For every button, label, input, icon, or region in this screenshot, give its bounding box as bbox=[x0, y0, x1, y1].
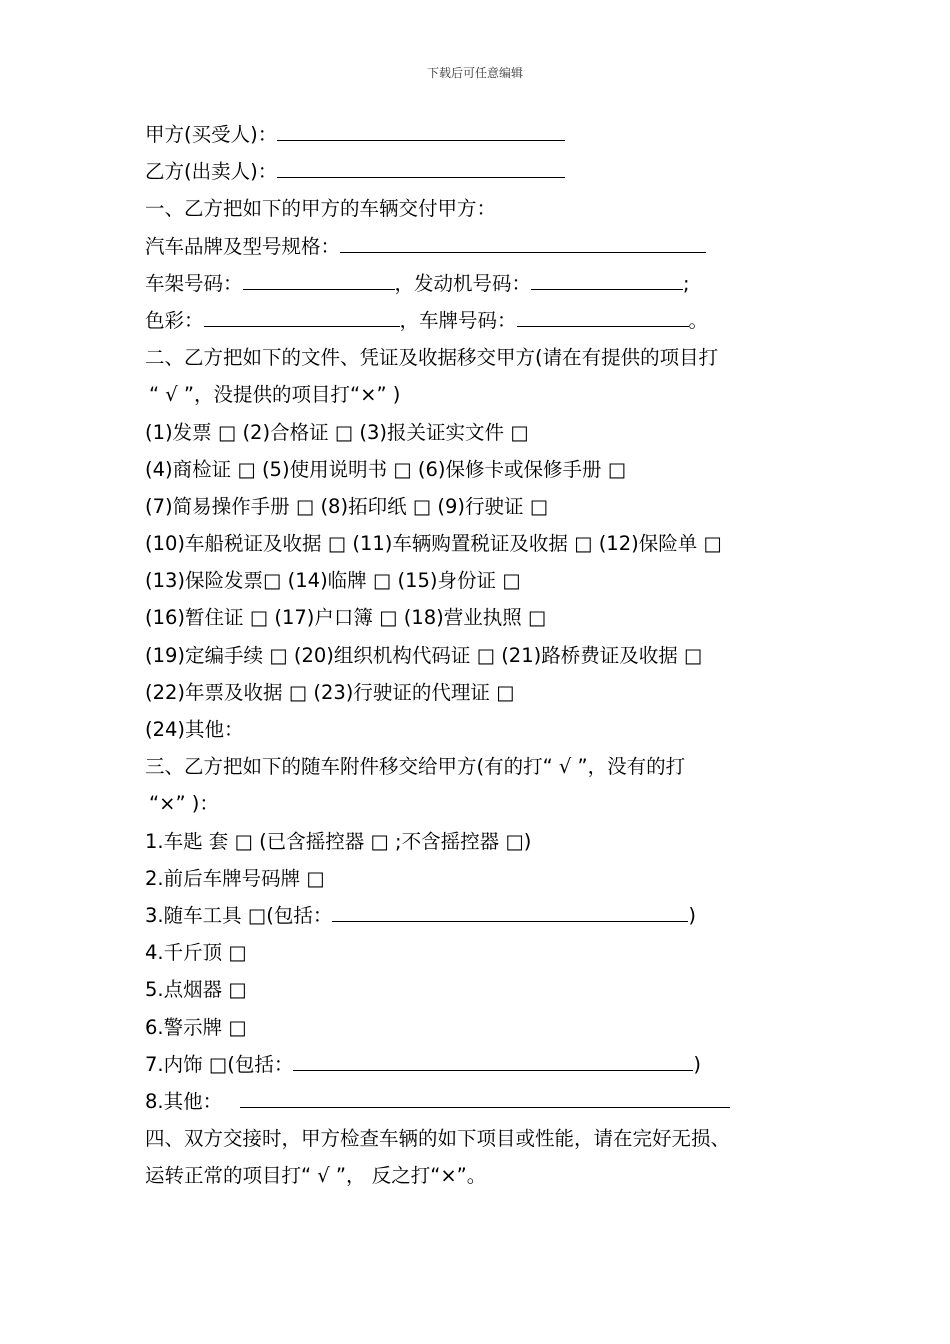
document-item-row[interactable]: (10)车船税证及收据 □ (11)车辆购置税证及收据 □ (12)保险单 □ bbox=[145, 532, 722, 556]
section3-heading-line1: 三、乙方把如下的随车附件移交给甲方(有的打“ √ ”，没有的打 bbox=[145, 755, 686, 779]
document-item-row[interactable]: (4)商检证 □ (5)使用说明书 □ (6)保修卡或保修手册 □ bbox=[145, 457, 627, 481]
party-b-line bbox=[145, 153, 835, 190]
frame-number-blank[interactable] bbox=[243, 269, 395, 290]
party-a-label: 甲方(买受人)： bbox=[145, 123, 278, 146]
interior-end: ) bbox=[693, 1052, 701, 1076]
document-item-row: (24)其他： bbox=[145, 718, 244, 741]
tools-end: ) bbox=[688, 903, 696, 927]
brand-blank[interactable] bbox=[340, 232, 706, 253]
document-item-row[interactable]: (1)发票 □ (2)合格证 □ (3)报关证实文件 □ bbox=[145, 420, 529, 444]
accessory-item-plates[interactable]: 2.前后车牌号码牌 □ bbox=[145, 866, 325, 890]
party-a-blank[interactable] bbox=[277, 120, 565, 141]
interior-label[interactable]: 7.内饰 □(包括： bbox=[145, 1052, 294, 1076]
accessory-item-interior bbox=[145, 1046, 835, 1083]
document-item-row[interactable]: (13)保险发票□ (14)临牌 □ (15)身份证 □ bbox=[145, 569, 521, 593]
frame-engine-line bbox=[145, 265, 835, 302]
party-b-label: 乙方(出卖人)： bbox=[145, 160, 278, 184]
party-a-line bbox=[145, 116, 835, 153]
brand-line bbox=[145, 228, 835, 265]
other-label: 8.其他： bbox=[145, 1089, 223, 1113]
accessory-item-warning-sign[interactable]: 6.警示牌 □ bbox=[145, 1015, 247, 1039]
accessory-item-other bbox=[145, 1083, 835, 1120]
accessory-item-lighter[interactable]: 5.点烟器 □ bbox=[145, 978, 247, 1002]
document-item-row[interactable]: (22)年票及收据 □ (23)行驶证的代理证 □ bbox=[145, 680, 515, 704]
accessory-item-tools bbox=[145, 897, 835, 934]
section2-heading-line1: 二、乙方把如下的文件、凭证及收据移交甲方(请在有提供的项目打 bbox=[145, 346, 719, 370]
color-label: 色彩： bbox=[145, 308, 204, 332]
accessory-item-keys[interactable]: 1.车匙 套 □ (已含摇控器 □ ;不含摇控器 □) bbox=[145, 829, 532, 853]
brand-label: 汽车品牌及型号规格： bbox=[145, 234, 341, 258]
color-blank[interactable] bbox=[204, 306, 400, 327]
engine-number-blank[interactable] bbox=[531, 269, 683, 290]
frame-label: 车架号码： bbox=[145, 271, 243, 295]
section4-line1: 四、双方交接时，甲方检查车辆的如下项目或性能，请在完好无损、 bbox=[145, 1127, 731, 1151]
engine-label: ，发动机号码： bbox=[394, 271, 532, 295]
accessory-item-jack[interactable]: 4.千斤顶 □ bbox=[145, 941, 247, 965]
engine-end: ; bbox=[683, 271, 690, 295]
plate-end: 。 bbox=[688, 308, 709, 332]
document-item-row[interactable]: (16)暂住证 □ (17)户口簿 □ (18)营业执照 □ bbox=[145, 606, 547, 630]
plate-number-blank[interactable] bbox=[517, 306, 689, 327]
document-item-row[interactable]: (7)简易操作手册 □ (8)拓印纸 □ (9)行驶证 □ bbox=[145, 494, 549, 518]
contract-body bbox=[145, 116, 835, 1194]
section3-heading-line2: “×” )： bbox=[149, 792, 219, 816]
tools-label[interactable]: 3.随车工具 □(包括： bbox=[145, 903, 333, 927]
interior-blank[interactable] bbox=[293, 1050, 693, 1071]
section1-heading: 一、乙方把如下的甲方的车辆交付甲方： bbox=[145, 197, 497, 221]
color-plate-line bbox=[145, 302, 835, 339]
section2-heading-line2: “ √ ”，没提供的项目打“×” ) bbox=[149, 383, 401, 407]
section4-line2: 运转正常的项目打“ √ ”， 反之打“×”。 bbox=[145, 1164, 487, 1188]
tools-blank[interactable] bbox=[332, 901, 688, 922]
other-blank[interactable] bbox=[240, 1087, 730, 1108]
document-item-row[interactable]: (19)定编手续 □ (20)组织机构代码证 □ (21)路桥费证及收据 □ bbox=[145, 643, 703, 667]
plate-label: ，车牌号码： bbox=[399, 308, 517, 332]
page-header-note: 下载后可任意编辑 bbox=[426, 66, 523, 80]
party-b-blank[interactable] bbox=[277, 157, 565, 178]
